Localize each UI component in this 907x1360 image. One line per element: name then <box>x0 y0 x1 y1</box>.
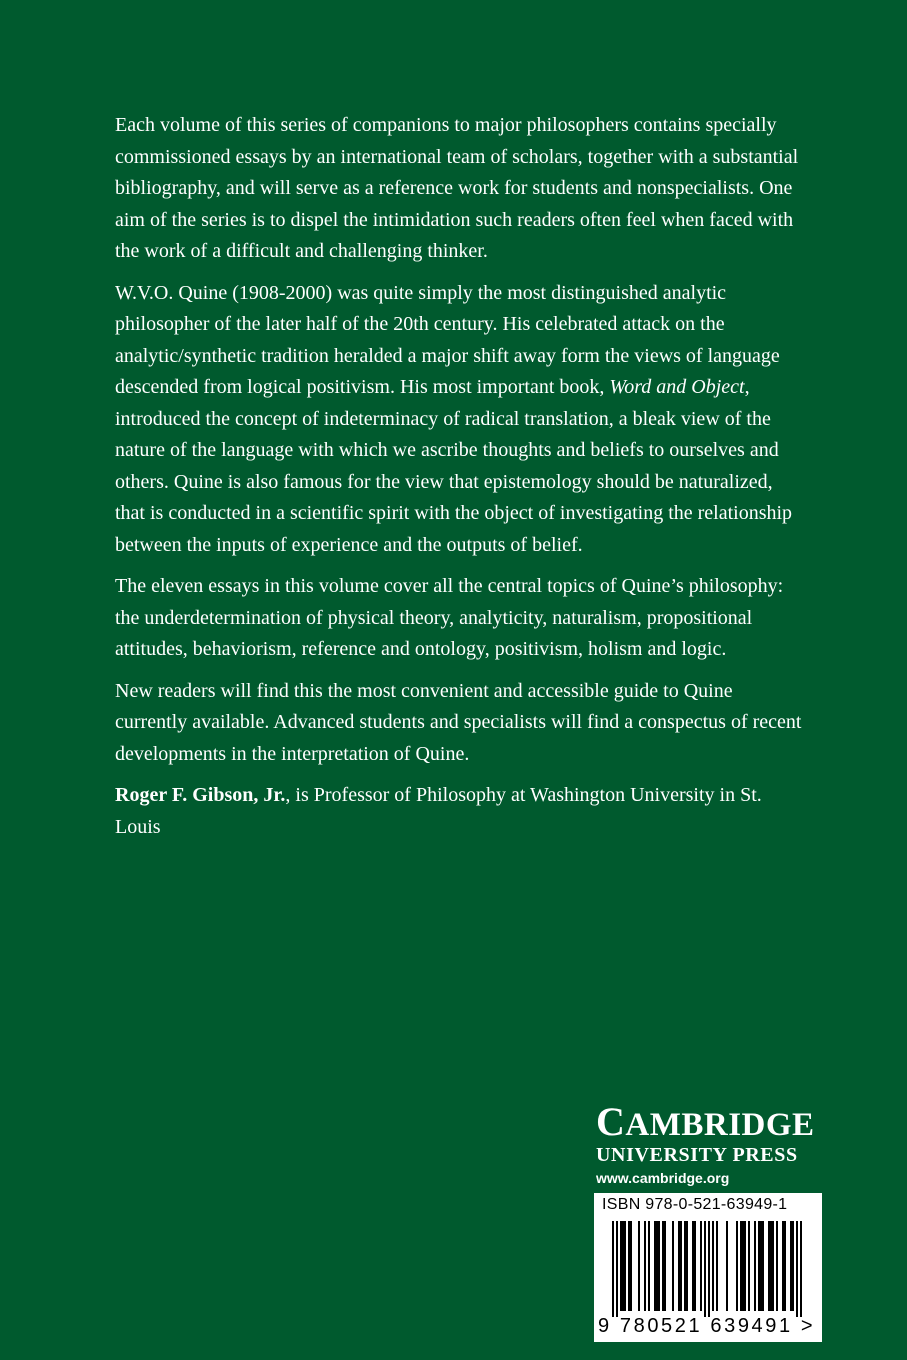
isbn-label: ISBN 978-0-521-63949-1 <box>602 1196 788 1213</box>
barcode-bar <box>628 1221 630 1311</box>
barcode-bar <box>658 1221 660 1311</box>
blurb-quine-text: W.V.O. Quine (1908-2000) was quite simply the most distinguished analytic philosopher of the later half of the 20th century. His celebrated attack on the analytic/synthetic tradition heralded a major shift away form the views of language descended from logical positivism. His most important book, <box>115 281 780 398</box>
barcode-bar <box>760 1221 762 1311</box>
barcode-bar <box>648 1221 650 1311</box>
barcode-bar <box>700 1221 702 1311</box>
barcode-bar <box>768 1221 770 1311</box>
book-title: Word and Object <box>609 376 745 398</box>
barcode-bar <box>736 1221 738 1311</box>
barcode-bar <box>612 1221 614 1317</box>
isbn-barcode <box>594 1193 822 1342</box>
barcode-bar <box>678 1221 680 1311</box>
barcode-bar <box>620 1221 622 1311</box>
publisher-logo <box>596 1099 831 1189</box>
barcode-bar <box>782 1221 784 1311</box>
blurb-text <box>115 110 805 853</box>
blurb-quine-text-cont: , introduced the concept of indeterminacy of radical translation, a bleak view of the nature of the language with which we ascribe thoughts and beliefs to ourselves and others. Quine is also famous for the view that epistemology should be naturalized, that is conducted in a scientific spirit with the object of investigating the relationship between the inputs of experience and the outputs of belief. <box>115 376 793 556</box>
barcode-bar <box>686 1221 688 1311</box>
blurb-paragraph-readers: New readers will find this the most convenient and accessible guide to Quine currently available. Advanced students and specialists will find a conspectus of recent developments in the interpretation of Quine. <box>115 679 802 765</box>
barcode-bar <box>672 1221 674 1311</box>
publisher-subtitle: UNIVERSITY PRESS <box>596 1144 798 1166</box>
barcode-bar <box>754 1221 756 1311</box>
barcode-bar <box>800 1221 802 1317</box>
barcode-bar <box>784 1221 786 1311</box>
barcode-bar <box>704 1221 706 1317</box>
barcode-bar <box>758 1221 760 1311</box>
publisher-name-initial: C <box>596 1099 626 1144</box>
barcode-bar <box>656 1221 658 1311</box>
barcode-bar <box>654 1221 656 1311</box>
barcode-bar <box>680 1221 682 1311</box>
barcode-bar <box>792 1221 794 1311</box>
barcode-bar <box>744 1221 746 1311</box>
barcode-bar <box>796 1221 798 1317</box>
barcode-bar <box>770 1221 772 1311</box>
barcode-bar <box>644 1221 646 1311</box>
barcode-bar <box>716 1221 718 1311</box>
barcode-bar <box>726 1221 728 1311</box>
barcode-bar <box>742 1221 744 1311</box>
publisher-name-rest: AMBRIDGE <box>625 1107 815 1143</box>
blurb-paragraph-quine <box>115 278 805 562</box>
barcode-bar <box>638 1221 640 1311</box>
barcode-bars <box>594 1219 822 1317</box>
barcode-bar <box>712 1221 714 1311</box>
blurb-paragraph-series: Each volume of this series of companions to major philosophers contains specially commissioned essays by an international team of scholars, together with a substantial bibliography, and will serve as a reference work for students and nonspecialists. One aim of the series is to dispel the intimidation such readers often feel when faced with the work of a difficult and challenging thinker. <box>115 114 799 262</box>
author-bio-text: , is Professor of Philosophy at Washington University in St. Louis <box>115 784 762 838</box>
blurb-paragraph-essays: The eleven essays in this volume cover all the central topics of Quine’s philosophy: the underdetermination of physical theory, analyticity, naturalism, propositional attitudes, behaviorism, reference and ontology, positivism, holism and logic. <box>115 575 784 660</box>
barcode-bar <box>622 1221 624 1311</box>
barcode-bar <box>664 1221 666 1311</box>
barcode-bar <box>762 1221 764 1311</box>
barcode-bar <box>790 1221 792 1311</box>
publisher-name <box>596 1099 831 1144</box>
barcode-bar <box>748 1221 750 1311</box>
barcode-bar <box>708 1221 710 1317</box>
barcode-bar <box>662 1221 664 1311</box>
barcode-bar <box>692 1221 694 1311</box>
publisher-url: www.cambridge.org <box>596 1170 730 1186</box>
barcode-bar <box>630 1221 632 1311</box>
author-bio <box>115 780 805 843</box>
barcode-bar <box>624 1221 626 1311</box>
barcode-bar <box>616 1221 618 1317</box>
ean-digits: 9 780521 639491 > <box>598 1315 816 1337</box>
barcode-bar <box>772 1221 774 1311</box>
barcode-bar <box>740 1221 742 1311</box>
barcode-bar <box>776 1221 778 1311</box>
barcode-bar <box>684 1221 686 1311</box>
barcode-bar <box>694 1221 696 1311</box>
author-name: Roger F. Gibson, Jr. <box>115 784 286 806</box>
